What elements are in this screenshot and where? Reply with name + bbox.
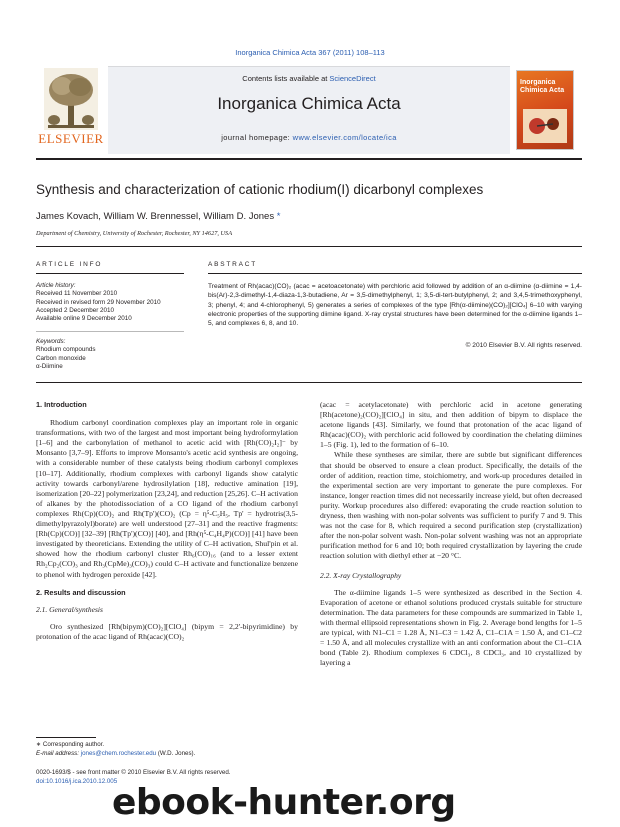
subsection-heading-synthesis: 2.1. General/synthesis [36,604,103,614]
synthesis-paragraph: Oro synthesized [Rh(bipym)(CO)₂][ClO₄] (bipym = 2,2'-bipyrimidine) by protonation of the acac ligand of Rh(acac)(CO)₂ [36,621,298,641]
elsevier-logo [36,68,106,148]
article-title: Synthesis and characterization of cationic rhodium(I) dicarbonyl complexes [36,182,484,197]
title-rule [36,246,582,247]
author-line [36,211,582,222]
abstract-text: Treatment of Rh(acac)(CO)₂ (acac = acetoacetonate) with perchloric acid followed by addition of an α-diimine (α-diimine = 1,4-bis(Ar)-2,3-dimethyl-1,4-diaza-1,3-butadiene, Ar = 3,5-dimethylphenyl, 1; 3,5-di-tert-butylphenyl, 2; and 3,4,5-trimethoxyphenyl, 3; phenyl, 4; and 4-chlorophenyl, 5) generates a series of complexes of the type [Rh(α-diimine)(CO)₂][ClO₄] 6–10 with varying electronic properties of the supporting diimine ligand. X-ray crystal structures have been determined for the α-diimine ligands 1–5, and complexes 6, 8, and 10. [208,283,582,328]
journal-citation[interactable]: Inorganica Chimica Acta 367 (2011) 108–113 [235,48,385,57]
synthesis-details-paragraph: While these syntheses are similar, there are subtle but significant differences that should be observed to ensure a clean product. Specifically, the details of the order of addition, reaction time, stoichiometry, and work-up procedures detailed in the experimental section are very important to generate the pure complexes. For instance, longer reaction times did not necessarily increase yield, but often decreased purity. Workup procedures also differed: evaporating the crude reaction solution to dryness, then washing with non-polar solvents was sufficient to purify 7 and 9. This was not the case for 8, which required a second purification step (crystallization) after the non-polar solvent wash. Non-polar solvent washing was not an appropriate purification method for 6 and 10; both required crystallization by layering the crude reaction solution with diethyl ether at −20 °C. [320,450,582,561]
journal-title: Inorganica Chimica Acta [217,94,401,113]
keyword: α-Diimine [36,362,63,370]
section-heading-results: 2. Results and discussion [36,587,126,597]
journal-cover-image [516,70,574,150]
history-item: Received 11 November 2010 [36,290,118,298]
corresponding-author-note: ∗ Corresponding author. [36,741,105,748]
sciencedirect-link[interactable]: ScienceDirect [329,74,376,83]
keyword: Rhodium compounds [36,346,96,354]
history-label: Article history: [36,282,76,289]
homepage-link[interactable]: www.elsevier.com/locate/ica [292,133,397,142]
keywords-label: Keywords: [36,338,66,345]
affiliation: Department of Chemistry, University of Rochester, Rochester, NY 14627, USA [36,230,233,237]
left-column [36,400,298,642]
contents-line [108,74,510,83]
email-label: E-mail address: [36,750,81,757]
article-info-heading: ARTICLE INFO [36,261,103,268]
contents-prefix: Contents lists available at [242,74,330,83]
history-item: Received in revised form 29 November 2010 [36,298,161,306]
right-column [320,400,582,668]
history-item: Available online 9 December 2010 [36,315,132,323]
section-heading-introduction: 1. Introduction [36,400,87,409]
abstract-copyright: © 2010 Elsevier B.V. All rights reserved. [465,342,582,349]
article-history [36,282,184,323]
article-info-separator [36,331,184,332]
corresponding-author-mark[interactable]: * [276,211,281,222]
watermark: ebook-hunter.org [112,782,456,823]
email-link[interactable]: jones@chem.rochester.edu [80,750,157,757]
article-info-rule [36,273,184,274]
cover-title: Inorganica Chimica Acta [520,79,565,94]
email-owner: (W.D. Jones). [156,750,196,757]
synthesis-paragraph-continued: (acac = acetylacetonate) with perchloric acid in acetone generating [Rh(acetone)₂(CO)₂][ClO₄] in situ, and then addition of bipym to displace the acetone ligands [43]. Similarly, we found that protonation of the acac ligand of Rh(acac)(CO)₂ with perchloric acid followed by coordination the chelating diimines 1–5 (Fig. 1), led to the formation of 6–10. [320,400,582,450]
introduction-paragraph: Rhodium carbonyl coordination complexes play an important role in organic transformations, with two of the largest and most important being hydroformylation [1–6] and the carbonylation of methanol to acetic acid with [Rh(CO)₂I₂]⁻ by Monsanto [3,7–9]. Efforts to improve Monsanto's acetic acid synthesis are ongoing, with a considerable number of these catalysts being rhodium carbonyl complexes [10–17]. Additionally, rhodium complexes with carbonyl ligands show catalytic activity towards carbonyl/arene hydrosilylation [18], reductive amination [19], isomerization [20–22] polymerization [23,24], and reduction [25,26]. C–H activation of alkanes by the photodissociation of a CO ligand of the rhodium carbonyl complexes Rh(Cp)(CO)₂ and Rh(Tp')(CO)₂ (Cp = η⁵-C₅H₅, Tp' = hydrotris(3,5-dimethylpyrazolyl)borate) are well understood [27–31] and the reactive fragments: [Rh(Cp)(CO)] [32–39] [Rh(Tp')(CO)] [40], and [Rh(η⁵-C₄H₄P)(CO)] [41] have been investigated by theoreticians. Extending the utility of C–H activation, Shul'pin et al. showed how the rhodium carbonyl cluster Rh₆(CO)₁₆ (and to a lesser extent Rh₂Cp₂(CO)₃ and Rh₃(CpMe)₃(CO)₃) could C–H activate and functionalize benzene to phenol with hydrogen peroxide [42]. [36,418,298,579]
footnote-rule [36,737,96,738]
doi-link[interactable]: doi:10.1016/j.ica.2010.12.005 [36,778,118,785]
cover-graphic-icon [523,109,567,143]
abstract-heading: ABSTRACT [208,261,258,268]
abstract-rule-bottom [36,382,582,383]
header-rule [36,158,582,160]
keywords [36,338,184,371]
homepage-line [108,133,510,142]
keyword: Carbon monoxide [36,354,86,362]
subsection-heading-crystallography: 2.2. X-ray Crystallography [320,570,402,580]
publisher-name: ELSEVIER [38,131,104,146]
history-item: Accepted 2 December 2010 [36,306,115,314]
elsevier-tree-icon [44,68,98,130]
email-line [36,750,298,758]
author-names: James Kovach, William W. Brennessel, William D. Jones [36,211,275,222]
abstract-rule [208,273,582,274]
doi-line [36,778,117,786]
issn-line: 0020-1693/$ - see front matter © 2010 Elsevier B.V. All rights reserved. [36,769,231,776]
crystallography-paragraph: The α-diimine ligands 1–5 were synthesized as described in the Section 4. Evaporation of acetone or ethanol solutions produced crystals suitable for structure determination. The data parameters for these compounds are summarized in Table 1, with thermal ellipsoid representations shown in Fig. 2. Average bond lengths for 1–5 are typical, with N1–C1 = 1.28 Å, N1–C3 = 1.42 Å, C1–C1A = 1.50 Å, and C1–C2 = 1.50 Å, and all molecules crystallize with an anti conformation about the C1–C1A bond (Table 2). Rhodium complexes 6 CDCl₃, 8 CDCl₃, and 10 crystallized by layering a [320,587,582,668]
homepage-prefix: journal homepage: [221,133,293,142]
